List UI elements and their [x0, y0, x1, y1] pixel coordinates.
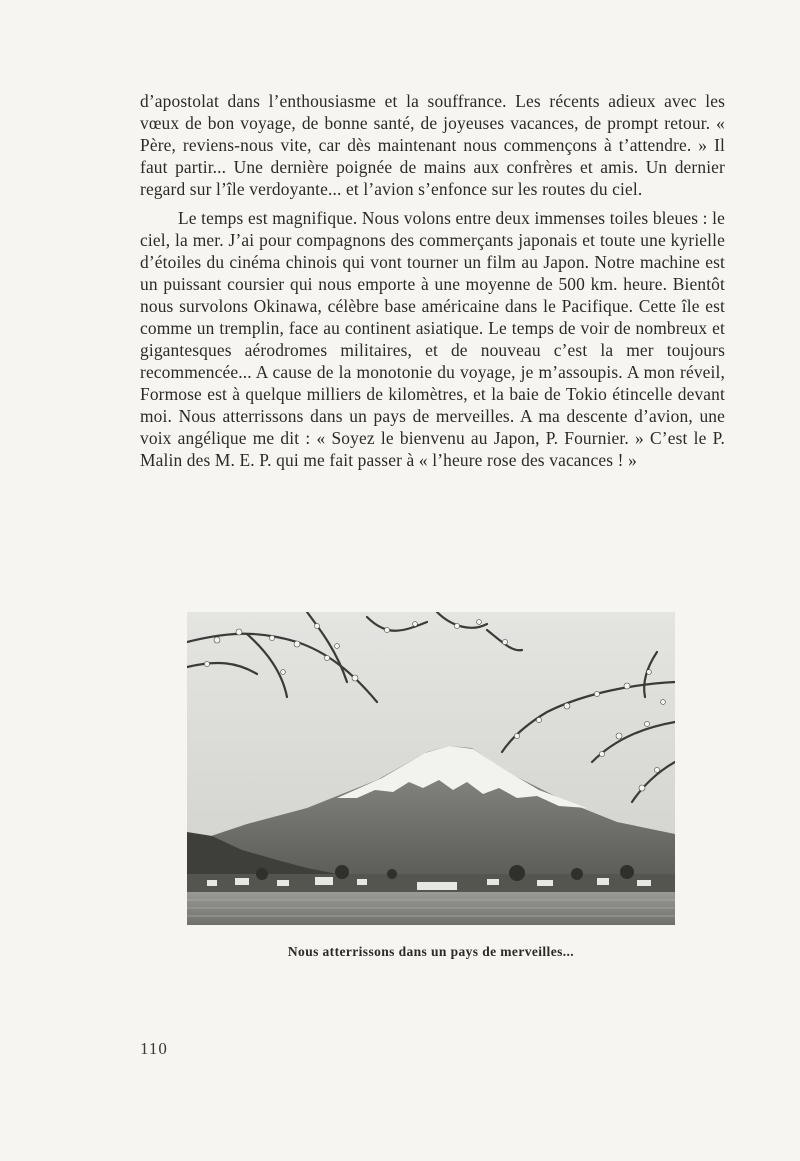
paragraph-1: d’apostolat dans l’enthousiasme et la souffrance. Les récents adieux avec les vœux de bon voyage, de bonne santé, de joyeuses vacances, de prompt retour. « Père, reviens-nous vite, car dès maintenant nous commençons à t’attendre. » Il faut partir... Une dernière poignée de mains aux confrères et amis. Un dernier regard sur l’île verdoyante... et l’avion s’enfonce sur les routes du ciel. — [140, 91, 725, 199]
mount-fuji-photograph — [187, 612, 675, 925]
paragraph-2: Le temps est magnifique. Nous volons entre deux immenses toiles bleues : le ciel, la mer. J’ai pour compagnons des commerçants japonais et toute une kyrielle d’étoiles du cinéma chinois qui vont tourner un film au Japon. Notre machine est un puissant coursier qui nous emporte à une moyenne de 500 km. heure. Bientôt nous survolons Okinawa, célèbre base américaine dans le Pacifique. Cette île est comme un tremplin, face au continent asiatique. Le temps de voir de nombreux et gigantesques aérodromes militaires, et de nouveau c’est la mer toujours recommencée... A cause de la monotonie du voyage, je m’assoupis. A mon réveil, Formose est à quelque milliers de kilomètres, et la baie de Tokio étincelle devant moi. Nous atterrissons dans un pays de merveilles. A ma descente d’avion, une voix angélique me dit : « Soyez le bienvenu au Japon, P. Fournier. » C’est le P. Malin des M. E. P. qui me fait passer à « l’heure rose des vacances ! » — [140, 208, 725, 470]
body-text — [140, 90, 725, 471]
photo-caption: Nous atterrissons dans un pays de merveilles... — [287, 944, 575, 959]
photo-mount-fuji — [187, 612, 675, 925]
page-number: 110 — [140, 1039, 168, 1058]
